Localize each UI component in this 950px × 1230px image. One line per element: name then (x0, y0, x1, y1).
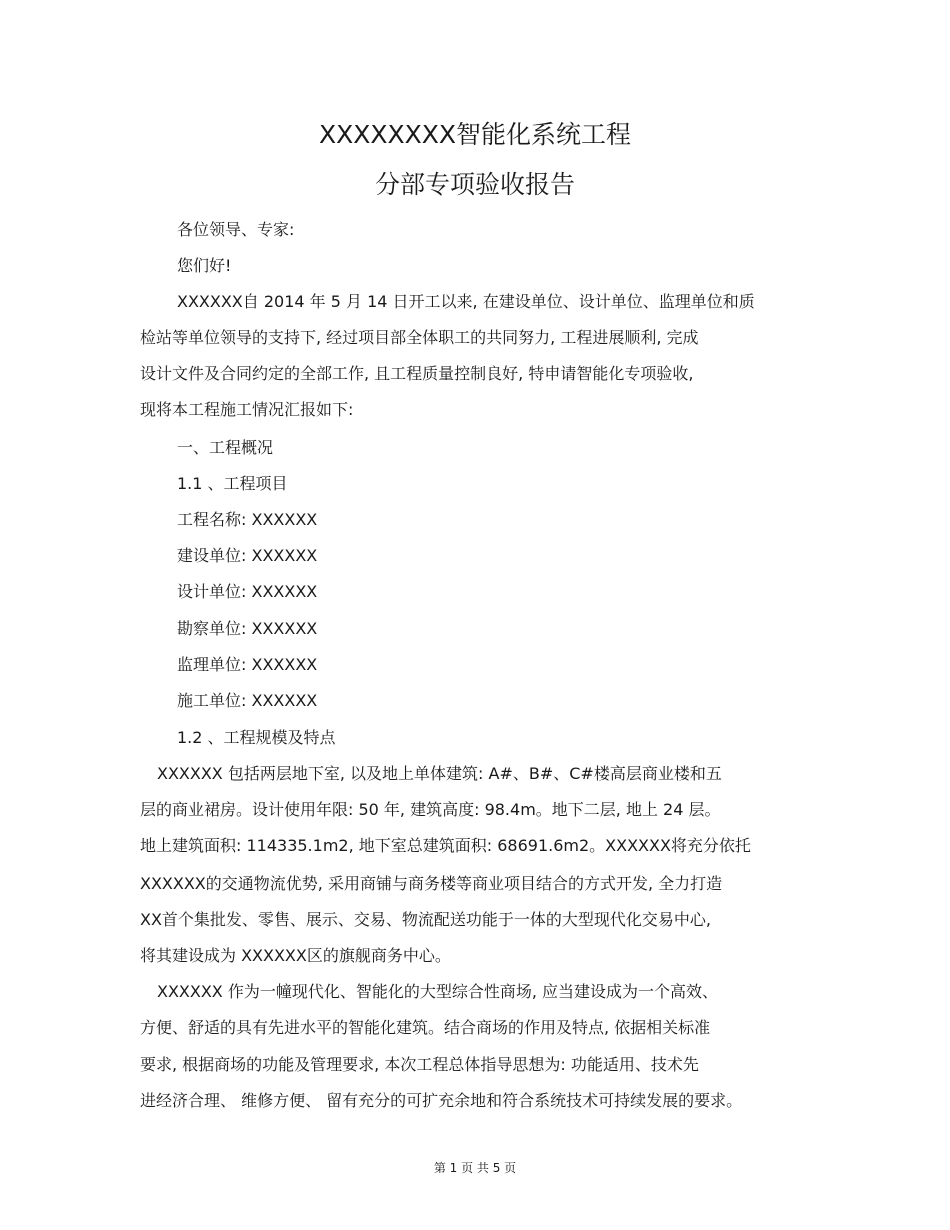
intro-line: XXXXXX自 2014 年 5 月 14 日开工以来, 在建设单位、设计单位、监理单位和质 (177, 292, 755, 311)
paragraph-line: 要求, 根据商场的功能及管理要求, 本次工程总体指导思想为: 功能适用、技术先 (140, 1055, 699, 1074)
project-item: 设计单位: XXXXXX (177, 582, 318, 601)
project-item: 监理单位: XXXXXX (177, 655, 318, 674)
project-item: 建设单位: XXXXXX (177, 546, 318, 565)
intro-line: 现将本工程施工情况汇报如下: (140, 400, 354, 419)
section-heading-1: 一、工程概况 (177, 438, 274, 457)
paragraph-line: 方便、舒适的具有先进水平的智能化建筑。结合商场的作用及特点, 依据相关标准 (140, 1018, 711, 1037)
project-item: 施工单位: XXXXXX (177, 691, 318, 710)
greeting: 各位领导、专家: (177, 220, 295, 239)
paragraph-line: XX首个集批发、零售、展示、交易、物流配送功能于一体的大型现代化交易中心, (140, 910, 712, 929)
paragraph-line: 将其建设成为 XXXXXX区的旗舰商务中心。 (140, 946, 451, 965)
paragraph-line: 进经济合理、 维修方便、 留有充分的可扩充余地和符合系统技术可持续发展的要求。 (140, 1091, 743, 1110)
page-footer: 第 1 页 共 5 页 (433, 1161, 517, 1175)
intro-line: 设计文件及合同约定的全部工作, 且工程质量控制良好, 特申请智能化专项验收, (140, 364, 694, 383)
paragraph-line: 地上建筑面积: 114335.1m2, 地下室总建筑面积: 68691.6m2。XXXXXX将充分依托 (140, 836, 751, 855)
project-item: 工程名称: XXXXXX (177, 510, 318, 529)
paragraph-line: XXXXXX 包括两层地下室, 以及地上单体建筑: A#、B#、C#楼高层商业楼和五 (157, 764, 722, 783)
hello-line: 您们好! (177, 256, 232, 275)
project-item: 勘察单位: XXXXXX (177, 619, 318, 638)
intro-line: 检站等单位领导的支持下, 经过项目部全体职工的共同努力, 工程进展顺利, 完成 (140, 328, 699, 347)
paragraph-line: XXXXXX 作为一幢现代化、智能化的大型综合性商场, 应当建设成为一个高效、 (157, 982, 719, 1001)
paragraph-line: 层的商业裙房。设计使用年限: 50 年, 建筑高度: 98.4m。地下二层, 地上 24 层。 (140, 800, 721, 819)
paragraph-line: XXXXXX的交通物流优势, 采用商铺与商务楼等商业项目结合的方式开发, 全力打造 (140, 874, 723, 893)
document-title: XXXXXXXX智能化系统工程 (318, 120, 631, 149)
section-heading-1-2: 1.2 、工程规模及特点 (177, 728, 336, 747)
section-heading-1-1: 1.1 、工程项目 (177, 474, 288, 493)
document-subtitle: 分部专项验收报告 (374, 170, 575, 199)
